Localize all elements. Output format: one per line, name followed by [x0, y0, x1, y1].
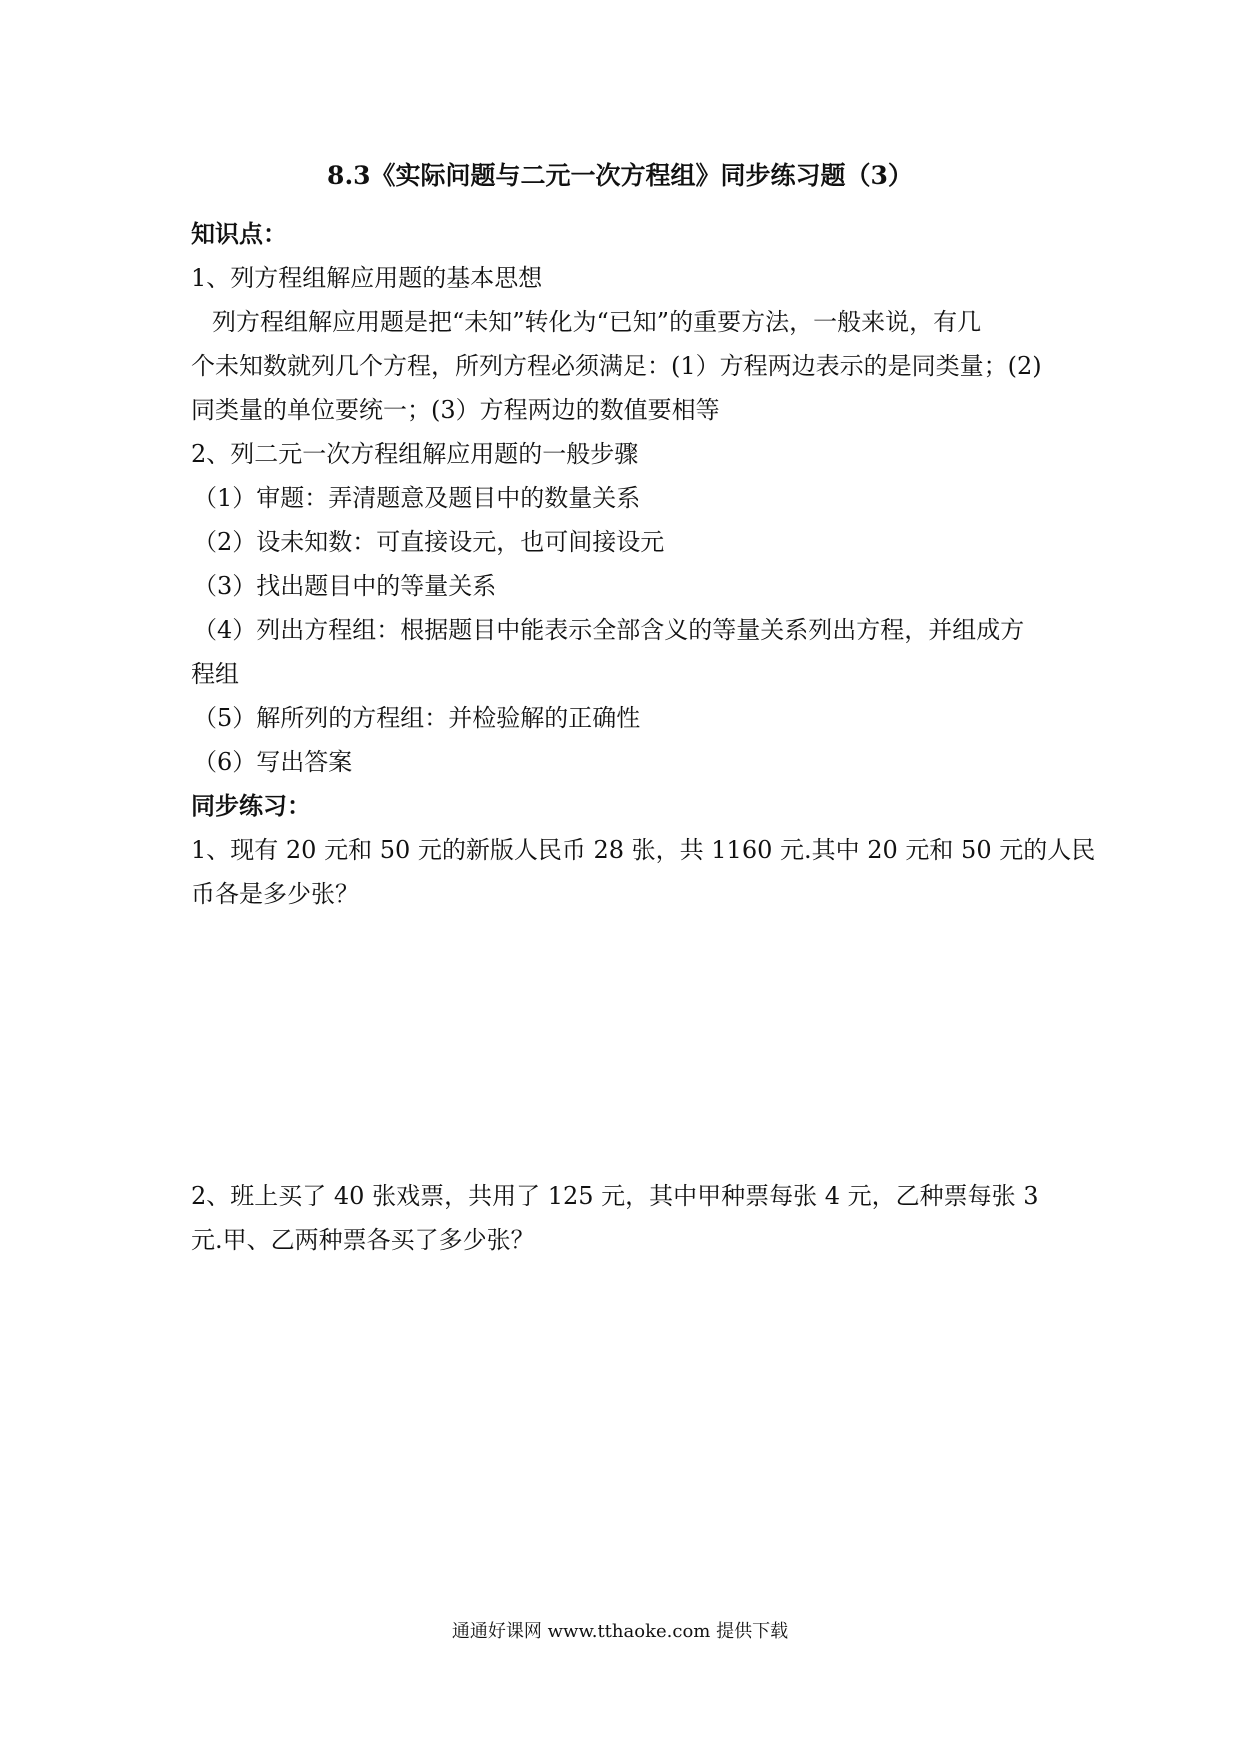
knowledge-2-step-4: （4）列出方程组：根据题目中能表示全部含义的等量关系列出方程，并组成方 [193, 616, 1025, 644]
knowledge-1-line-3: 同类量的单位要统一；(3）方程两边的数值要相等 [191, 396, 720, 424]
knowledge-2-heading: 2、列二元一次方程组解应用题的一般步骤 [191, 440, 639, 468]
knowledge-2-step-2: （2）设未知数：可直接设元，也可间接设元 [193, 528, 665, 556]
knowledge-2-step-5: （5）解所列的方程组：并检验解的正确性 [193, 704, 641, 732]
page-footer: 通通好课网 www.tthaoke.com 提供下载 [451, 1621, 789, 1642]
knowledge-1-line-1: 列方程组解应用题是把“未知”转化为“已知”的重要方法，一般来说，有几 [212, 308, 982, 336]
practice-heading: 同步练习： [191, 791, 311, 820]
knowledge-2-step-3: （3）找出题目中的等量关系 [193, 572, 497, 600]
knowledge-1-heading: 1、列方程组解应用题的基本思想 [191, 264, 543, 292]
knowledge-2-step-1: （1）审题：弄清题意及题目中的数量关系 [193, 484, 641, 512]
knowledge-heading: 知识点： [191, 219, 287, 248]
question-1-line-1: 1、现有 20 元和 50 元的新版人民币 28 张，共 1160 元.其中 20 元和 50 元的人民 [191, 836, 1096, 864]
knowledge-1-line-2: 个未知数就列几个方程，所列方程必须满足：(1）方程两边表示的是同类量；(2) [191, 352, 1042, 380]
page-title: 8.3《实际问题与二元一次方程组》同步练习题（3） [327, 161, 913, 190]
knowledge-2-step-6: （6）写出答案 [193, 748, 353, 776]
question-1-line-2: 币各是多少张？ [191, 880, 359, 908]
knowledge-2-step-4-cont: 程组 [191, 660, 239, 688]
question-2-line-2: 元.甲、乙两种票各买了多少张？ [191, 1226, 535, 1254]
question-2-line-1: 2、班上买了 40 张戏票，共用了 125 元，其中甲种票每张 4 元，乙种票每张 3 [191, 1182, 1039, 1210]
